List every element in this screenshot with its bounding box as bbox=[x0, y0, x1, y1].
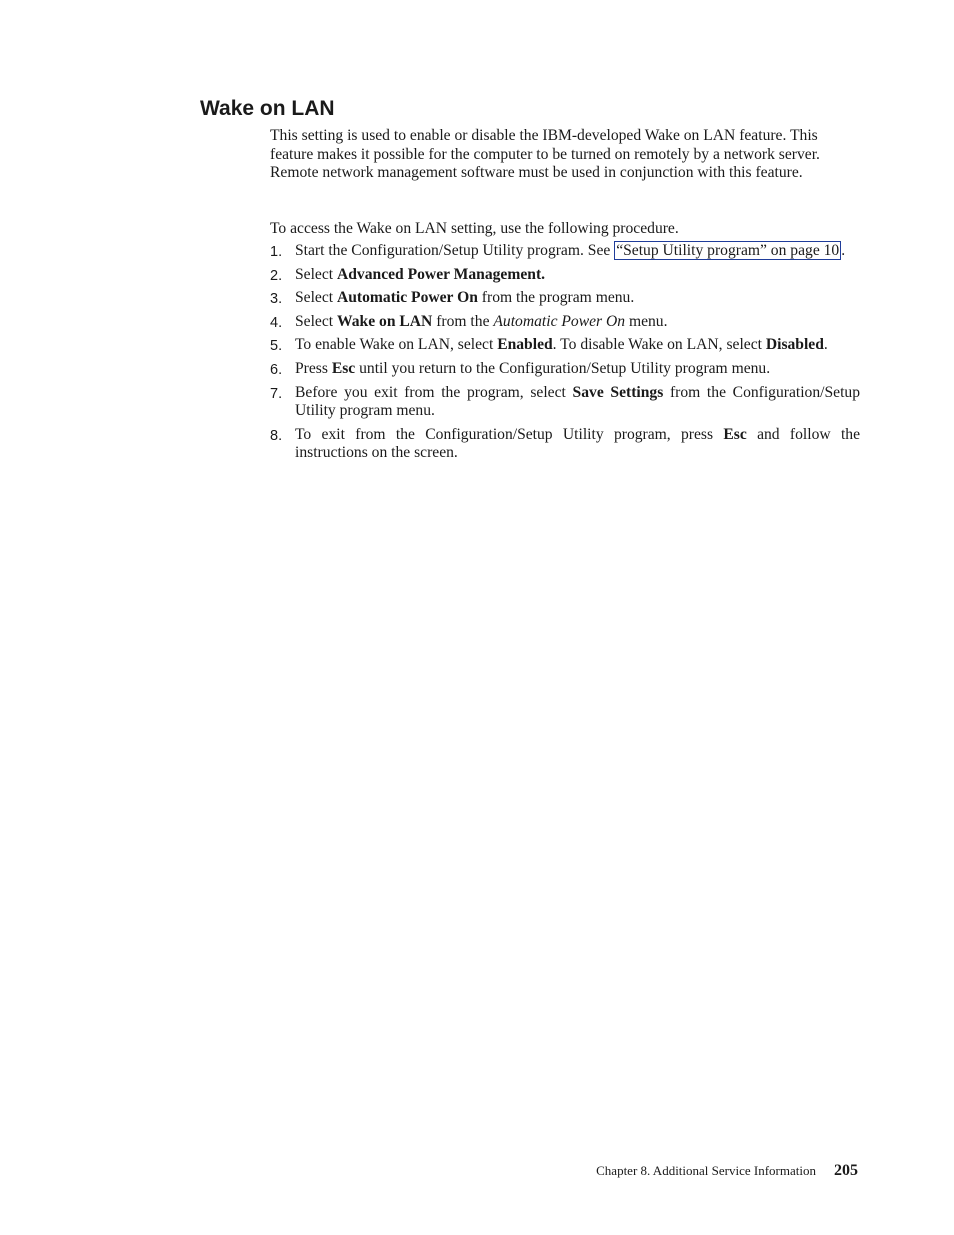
step-number: 3. bbox=[270, 291, 283, 308]
step-keyword: Enabled bbox=[497, 336, 553, 354]
step-keyword: Esc bbox=[331, 359, 356, 377]
step-text: . bbox=[841, 242, 846, 259]
step-text: . To disable Wake on LAN, select bbox=[552, 336, 766, 354]
step-number: 8. bbox=[270, 427, 283, 444]
step-6 bbox=[270, 360, 860, 379]
step-number: 7. bbox=[270, 385, 283, 402]
step-4 bbox=[270, 313, 860, 332]
step-number: 4. bbox=[270, 314, 283, 331]
step-keyword: Advanced Power Management. bbox=[337, 265, 546, 283]
step-text: Press bbox=[295, 359, 332, 377]
step-number: 6. bbox=[270, 361, 283, 378]
page-number: 205 bbox=[834, 1162, 858, 1179]
procedure-intro: To access the Wake on LAN setting, use the following procedure. bbox=[270, 220, 679, 237]
footer-chapter: Chapter 8. Additional Service Information bbox=[596, 1163, 816, 1178]
step-text: Before you exit from the program, select bbox=[295, 383, 573, 401]
step-text: from the Configuration/Setup Utility program menu. bbox=[295, 383, 861, 420]
intro-paragraph: This setting is used to enable or disable the IBM-developed Wake on LAN feature. This feature makes it possible for the computer to be turned on remotely by a network server. Remote network management software must be used in conjunction with this feature. bbox=[270, 127, 820, 182]
step-8 bbox=[270, 426, 860, 463]
step-keyword: Disabled bbox=[765, 336, 824, 354]
step-text: menu. bbox=[625, 312, 668, 330]
step-text: from the bbox=[432, 312, 494, 330]
step-5 bbox=[270, 336, 860, 355]
step-keyword: Wake on LAN bbox=[337, 312, 433, 330]
step-1 bbox=[270, 242, 860, 261]
step-number: 1. bbox=[270, 244, 283, 260]
step-text: To exit from the Configuration/Setup Utility program, press bbox=[295, 425, 724, 443]
step-menu-name: Automatic Power On bbox=[493, 312, 626, 330]
step-text: and follow the instructions on the screen. bbox=[295, 425, 861, 462]
step-text: from the program menu. bbox=[477, 289, 635, 307]
step-keyword: Esc bbox=[723, 425, 747, 443]
step-keyword: Save Settings bbox=[572, 383, 664, 401]
setup-utility-link[interactable]: “Setup Utility program” on page 10 bbox=[616, 242, 840, 259]
step-number: 2. bbox=[270, 267, 283, 284]
step-keyword: Automatic Power On bbox=[337, 289, 478, 307]
page-footer bbox=[596, 1162, 858, 1180]
step-text: Select bbox=[295, 265, 337, 283]
step-number: 5. bbox=[270, 338, 283, 355]
step-text: Start the Configuration/Setup Utility program. See bbox=[295, 242, 615, 259]
step-3 bbox=[270, 289, 860, 308]
section-title: Wake on LAN bbox=[200, 97, 335, 120]
step-text: until you return to the Configuration/Setup Utility program menu. bbox=[355, 359, 771, 377]
step-text: Select bbox=[295, 312, 337, 330]
step-text: . bbox=[823, 336, 828, 354]
step-2 bbox=[270, 266, 860, 285]
procedure-steps bbox=[270, 242, 860, 468]
step-7 bbox=[270, 384, 860, 421]
step-text: To enable Wake on LAN, select bbox=[295, 336, 498, 354]
step-text: Select bbox=[295, 289, 337, 307]
